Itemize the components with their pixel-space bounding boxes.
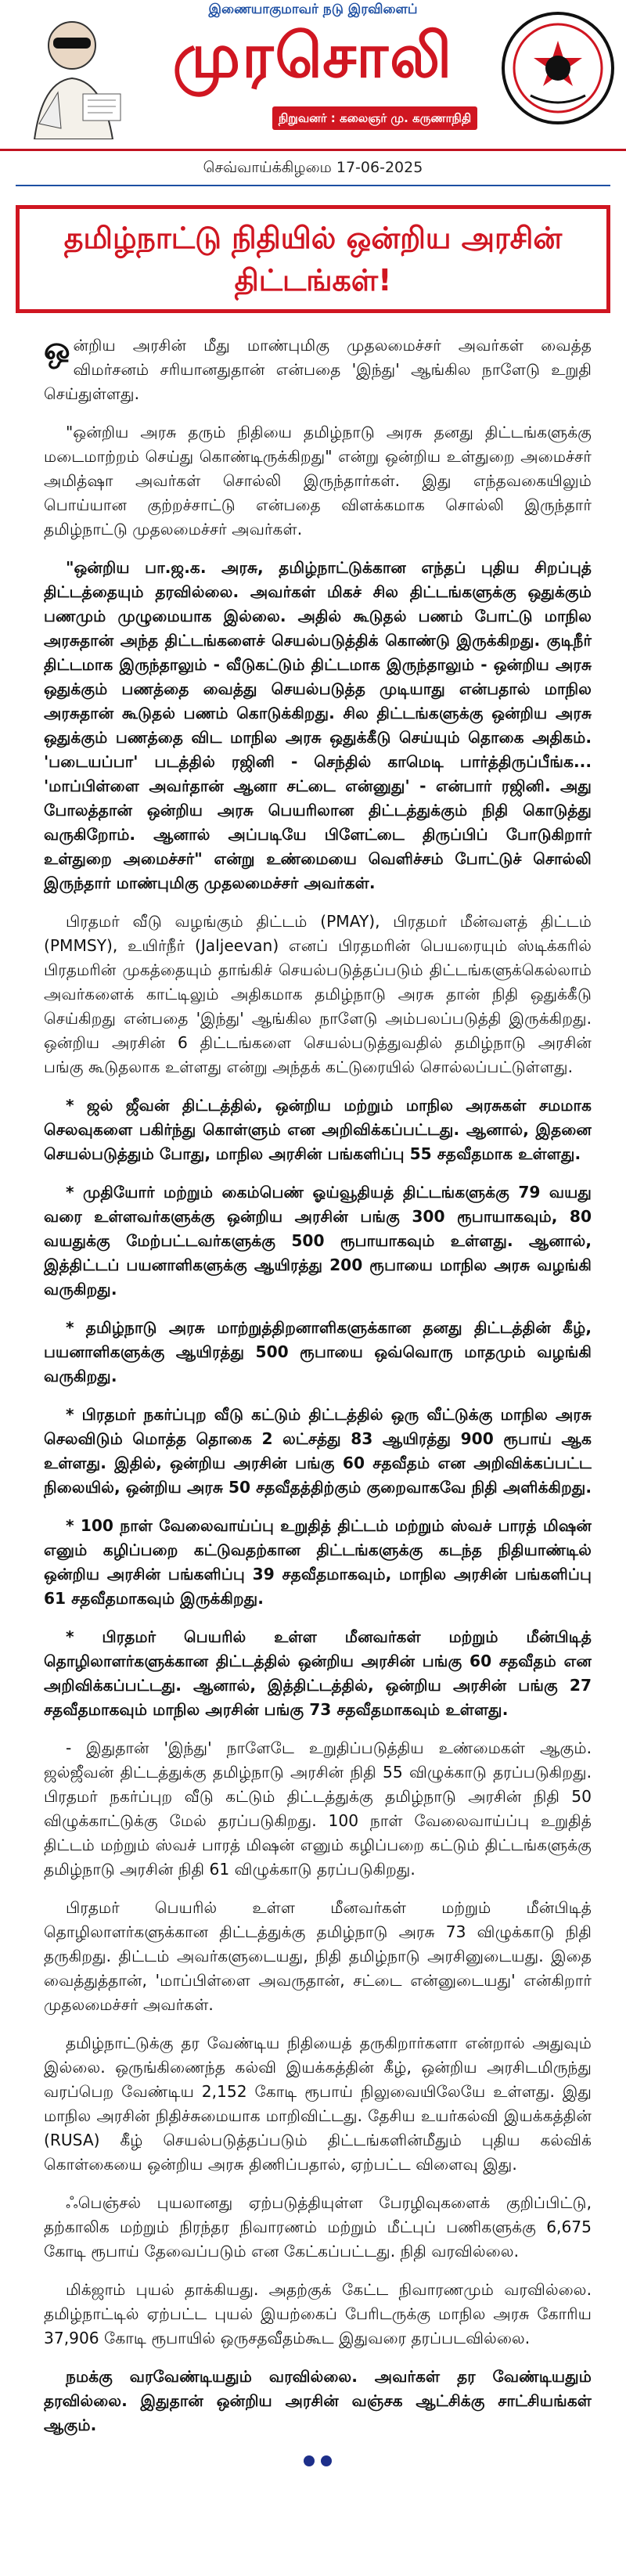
masthead xyxy=(0,0,626,151)
article-body xyxy=(0,327,626,2470)
headline-box xyxy=(16,205,610,313)
paragraph-13: தமிழ்நாட்டுக்கு தர வேண்டிய நிதியைத் தருகிறார்களா என்றால் அதுவும் இல்லை. ஒருங்கிணைந்த கல்வி இயக்கத்தின் கீழ், ஒன்றிய அரசிடமிருந்து வரப்பெற வேண்டிய 2,152 கோடி ரூபாய் நிலுவையிலேயே உள்ளது. இது மாநில அரசின் நிதிச்சுமையாக மாறிவிட்டது. தேசிய உயர்கல்வி இயக்கத்தின் (RUSA) கீழ் செயல்படுத்தப்படும் திட்டங்களின்மீதும் புதிய கல்விக் கொள்கையை ஒன்றிய அரசு திணிப்பதால், ஏற்பட்ட விளைவு இது. xyxy=(44,2034,592,2174)
newspaper-name: முரசொலி xyxy=(172,21,454,92)
paragraph-3-quote: "ஒன்றிய பா.ஜ.க. அரசு, தமிழ்நாட்டுக்கான எந்தப் புதிய சிறப்புத் திட்டத்தையும் தரவில்லை. அவர்கள் மிகச் சில திட்டங்களுக்கு ஒதுக்கும் பணமும் முழுமையாக இல்லை. அதில் கூடுதல் பணம் போட்டு மாநில அரசுதான் அந்த திட்டங்களைச் செயல்படுத்திக் கொண்டு இருக்கிறது. குடிநீர் திட்டமாக இருந்தாலும் - வீடுகட்டும் திட்டமாக இருந்தாலும் - ஒன்றிய அரசு ஒதுக்கும் பணத்தை வைத்து செயல்படுத்த முடியாது என்பதால் மாநில அரசுதான் கூடுதல் பணம் கொடுக்கிறது. சில திட்டங்களுக்கு ஒன்றிய அரசு ஒதுக்கும் பணத்தை விட மாநில அரசு ஒதுக்கீடு செய்யும் தொகை அதிகம். 'படையப்பா' படத்தில் ரஜினி - செந்தில் காமெடி பார்த்திருப்பீங்க... 'மாப்பிள்ளை அவர்தான் ஆனா சட்டை என்னுது' - என்பார் ரஜினி. அது போலத்தான் ஒன்றிய அரசு பெயரிலான திட்டத்துக்கும் நிதி கொடுத்து வருகிறோம். ஆனால் அப்படியே பிளேட்டை திருப்பிப் போடுகிறார் உள்துறை அமைச்சர்" என்று உண்மையை வெளிச்சம் போட்டுச் சொல்லி இருந்தார் மாண்புமிகு முதலமைச்சர் அவர்கள். xyxy=(44,558,592,892)
paragraph-2: "ஒன்றிய அரசு தரும் நிதியை தமிழ்நாடு அரசு தனது திட்டங்களுக்கு மடைமாற்றம் செய்து கொண்டிருக்கிறது" என்று ஒன்றிய உள்துறை அமைச்சர் அமித்ஷா அவர்கள் சொல்லி இருந்தார்கள். இது எந்தவகையிலும் பொய்யான குற்றச்சாட்டு என்பதை விளக்கமாக சொல்லி இருந்தார் தமிழ்நாட்டு முதலமைச்சர் அவர்கள். xyxy=(44,423,592,539)
masthead-tagline: இணையாகுமாவர் நடு இரவிளைப் xyxy=(208,2,418,17)
point-disability: * தமிழ்நாடு அரசு மாற்றுத்திறனாளிகளுக்கான தனது திட்டத்தின் கீழ், பயனாளிகளுக்கு ஆயிரத்து 500 ரூபாயை ஒவ்வொரு மாதமும் வழங்கி வருகிறது. xyxy=(44,1318,592,1385)
paragraph-15: மிக்ஜாம் புயல் தாக்கியது. அதற்குக் கேட்ட நிவாரணமும் வரவில்லை. தமிழ்நாட்டில் ஏற்பட்ட புயல் இயற்கைப் பேரிடருக்கு மாநில அரசு கோரிய 37,906 கோடி ரூபாயில் ஒருசதவீதம்கூட இதுவரை தரப்படவில்லை. xyxy=(44,2280,592,2347)
point-fisheries: * பிரதமர் பெயரில் உள்ள மீனவர்கள் மற்றும் மீன்பிடித் தொழிலாளர்களுக்கான திட்டத்தில் ஒன்றிய அரசின் பங்கு 60 சதவீதம் என அறிவிக்கப்பட்டது. ஆனால், இத்திட்டத்தில், ஒன்றிய அரசின் பங்கு 27 சதவீதமாகவும் மாநில அரசின் பங்கு 73 சதவீதமாகவும் உள்ளது. xyxy=(44,1627,592,1719)
date-line: செவ்வாய்க்கிழமை 17-06-2025 xyxy=(16,151,610,186)
headline: தமிழ்நாட்டு நிதியில் ஒன்றிய அரசின் திட்டங்கள்! xyxy=(63,221,563,297)
paragraph-14: ஃபெஞ்சல் புயலானது ஏற்படுத்தியுள்ள பேரழிவுகளைக் குறிப்பிட்டு, தற்காலிக மற்றும் நிரந்தர நிவாரணம் மற்றும் மீட்புப் பணிகளுக்கு 6,675 கோடி ரூபாய் தேவைப்படும் என கேட்கப்பட்டது. நிதி வரவில்லை. xyxy=(44,2193,592,2261)
point-pension: * முதியோர் மற்றும் கைம்பெண் ஓய்வூதியத் திட்டங்களுக்கு 79 வயது வரை உள்ளவர்களுக்கு ஒன்றிய அரசின் பங்கு 300 ரூபாயாகவும், 80 வயதுக்கு மேற்பட்டவர்களுக்கு 500 ரூபாயாகவும் உள்ளது. ஆனால், இத்திட்டப் பயனாளிகளுக்கு ஆயிரத்து 200 ரூபாயை மாநில அரசு வழங்கி வருகிறது. xyxy=(44,1183,592,1299)
point-jal-jeevan: * ஜல் ஜீவன் திட்டத்தில், ஒன்றிய மற்றும் மாநில அரசுகள் சமமாக செலவுகளை பகிர்ந்து கொள்ளும் என அறிவிக்கப்பட்டது. ஆனால், இதனை செயல்படுத்தும் போது, மாநில அரசின் பங்களிப்பு 55 சதவீதமாக உள்ளது. xyxy=(44,1096,592,1163)
page-indicator xyxy=(44,2452,592,2470)
paragraph-1-text: ன்றிய அரசின் மீது மாண்புமிகு முதலமைச்சர் அவர்கள் வைத்த விமர்சனம் சரியானதுதான் என்பதை 'இந்து' ஆங்கில நாளேடு உறுதி செய்துள்ளது. xyxy=(44,336,592,403)
paragraph-11: - இதுதான் 'இந்து' நாளேடே உறுதிப்படுத்திய உண்மைகள் ஆகும். ஜல்ஜீவன் திட்டத்துக்கு தமிழ்நாடு அரசின் நிதி 55 விழுக்காடு தரப்படுகிறது. பிரதமர் நகர்ப்புற வீடு கட்டும் திட்டத்துக்கு தமிழ்நாடு அரசின் நிதி 50 விழுக்காட்டுக்கு மேல் தரப்படுகிறது. 100 நாள் வேலைவாய்ப்பு உறுதித் திட்டம் மற்றும் ஸ்வச் பாரத் மிஷன் எனும் கழிப்பறை கட்டும் திட்டங்களுக்கு தமிழ்நாடு அரசின் நிதி 61 விழுக்காடு தரப்படுகிறது. xyxy=(44,1738,592,1879)
drop-cap: ஒ xyxy=(44,331,70,367)
paragraph-1 xyxy=(44,333,592,406)
paragraph-4: பிரதமர் வீடு வழங்கும் திட்டம் (PMAY), பிரதமர் மீன்வளத் திட்டம் (PMMSY), உயிர்நீர் (Jaljeevan) எனப் பிரதமரின் பெயரையும் ஸ்டிக்கரில் பிரதமரின் முகத்தையும் தாங்கிச் செயல்படுத்தப்படும் திட்டங்களுக்கெல்லாம் அவர்களைக் காட்டிலும் அதிகமாக தமிழ்நாடு அரசு தான் நிதி ஒதுக்கீடு செய்கிறது என்பதை 'இந்து' ஆங்கில நாளேடு அம்பலப்படுத்தி இருக்கிறது. ஒன்றிய அரசின் 6 திட்டங்களை செயல்படுத்துவதில் தமிழ்நாடு அரசின் பங்கு கூடுதலாக உள்ளது என்று அந்தக் கட்டுரையில் சொல்லப்பட்டுள்ளது. xyxy=(44,912,592,1076)
closing-paragraph: நமக்கு வரவேண்டியதும் வரவில்லை. அவர்கள் தர வேண்டியதும் தரவில்லை. இதுதான் ஒன்றிய அரசின் வஞ்சக ஆட்சிக்கு சாட்சியங்கள் ஆகும். xyxy=(44,2367,592,2434)
founder-portrait xyxy=(11,6,136,139)
dot xyxy=(304,2455,315,2466)
founder-credit: நிறுவனர் : கலைஞர் மு. கருணாநிதி xyxy=(272,106,477,130)
dot xyxy=(321,2455,332,2466)
party-emblem-icon xyxy=(499,9,617,127)
point-urban-housing: * பிரதமர் நகர்ப்புற வீடு கட்டும் திட்டத்தில் ஒரு வீட்டுக்கு மாநில அரசு செலவிடும் மொத்த தொகை 2 லட்சத்து 83 ஆயிரத்து 900 ரூபாய் ஆக உள்ளது. இதில், ஒன்றிய அரசின் பங்கு 60 சதவீதம் என அறிவிக்கப்பட்ட நிலையில், ஒன்றிய அரசு 50 சதவீதத்திற்கும் குறைவாகவே நிதி அளிக்கிறது. xyxy=(44,1405,592,1497)
point-employment-swachh: * 100 நாள் வேலைவாய்ப்பு உறுதித் திட்டம் மற்றும் ஸ்வச் பாரத் மிஷன் எனும் கழிப்பறை கட்டுவதற்கான திட்டங்களுக்கு கடந்த நிதியாண்டில் ஒன்றிய அரசின் பங்களிப்பு 39 சதவீதமாகவும், மாநில அரசின் பங்களிப்பு 61 சதவீதமாகவும் இருக்கிறது. xyxy=(44,1516,592,1608)
paragraph-12: பிரதமர் பெயரில் உள்ள மீனவர்கள் மற்றும் மீன்பிடித் தொழிலாளர்களுக்கான திட்டத்துக்கு தமிழ்நாடு அரசு 73 விழுக்காடு நிதி தருகிறது. திட்டம் அவர்களுடையது, நிதி தமிழ்நாடு அரசினுடையது. இதை வைத்துத்தான், 'மாப்பிள்ளை அவருதான், சட்டை என்னுடையது' என்கிறார் முதலமைச்சர் அவர்கள். xyxy=(44,1898,592,2014)
